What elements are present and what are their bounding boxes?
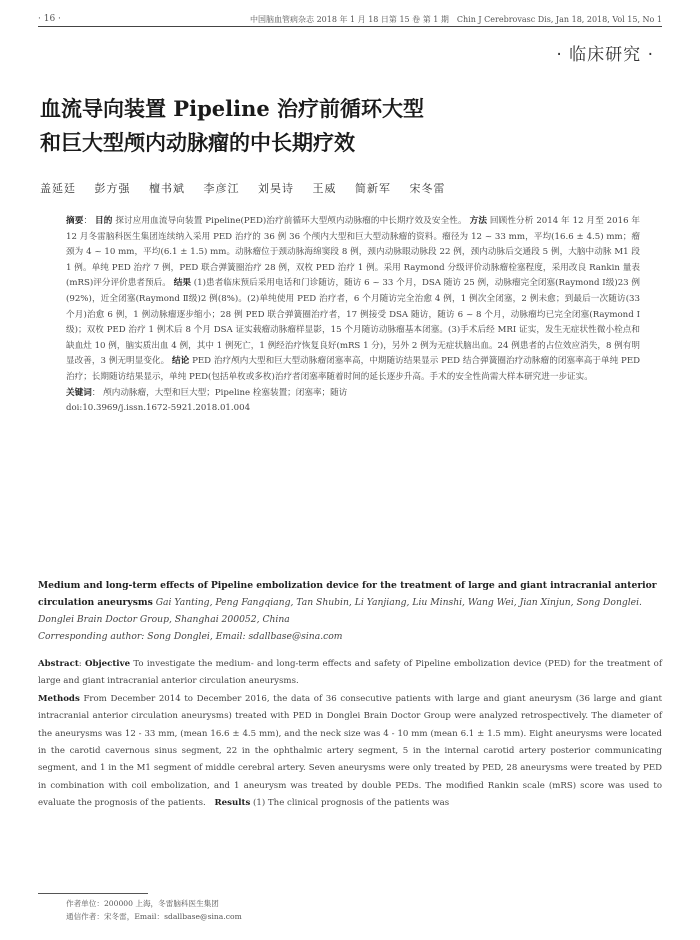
article-title-cn	[40, 92, 600, 160]
footnote-affiliation: 作者单位：200000 上海，冬雷脑科医生集团	[66, 899, 219, 908]
authors-cn: 盖延廷 彭方强 檀书斌 李彦江 刘昊诗 王威 简新军 宋冬雷	[40, 182, 446, 195]
objective-en-text: To investigate the medium- and long-term effects and safety of Pipeline embolization device (PED) for the treatment of large and giant intracranial anterior circulation aneurysms.	[38, 659, 662, 687]
methods-en-text: From December 2014 to December 2016, the data of 36 consecutive patients with large and giant aneurysm (36 large and giant intracranial anterior circulation aneurysms) treated with PED in Donglei Brain Doctor Group were analyzed retrospectively. The diameter of the aneurysms was 12 - 33 mm, (mean 16.6 ± 4.5 mm), and the neck size was 4 - 10 mm (mean 6.1 ± 1.5 mm). Eight aneurysms were located in the carotid cavernous sinus segment, 22 in the ophthalmic artery segment, 5 in the internal carotid artery posterior communicating segment, and 1 in the M1 segment of middle cerebral artery. Seven aneurysms were only treated by PED, 28 aneurysms were treated by PED in combination with coil embolization, and 1 aneurysm was treated by double PEDs. The modified Rankin scale (mRS) score was used to evaluate the prognosis of the patients.	[38, 693, 663, 809]
page-number: · 16 ·	[38, 14, 61, 24]
conclusion-cn-text: PED 治疗颅内大型和巨大型动脉瘤闭塞率高，中期随访结果显示 PED 结合弹簧圈治疗动脉瘤的闭塞率高于单纯 PED 治疗；长期随访结果显示，单纯 PED(包括单枚或多枚)治疗者闭塞率随着时间的延长逐步升高。手术的安全性尚需大样本研究进一步证实。	[66, 356, 641, 382]
doi: doi:10.3969/j.issn.1672-5921.2018.01.004	[66, 403, 251, 414]
abstract-en: Abstract: Objective To investigate the medium- and long-term effects and safety of Pipeline embolization device (PED) for the treatment of large and giant intracranial anterior circulation aneurysms. Methods From December 2014 to December 2016, the data of 36 consecutive patients with large and giant aneurysm (36 large and giant intracranial anterior circulation aneurysms) treated with PED in Donglei Brain Doctor Group were analyzed retrospectively. The diameter of the aneurysms was 12 - 33 mm, (mean 16.6 ± 4.5 mm), and the neck size was 4 - 10 mm (mean 6.1 ± 1.5 mm). Eight aneurysms were located in the carotid cavernous sinus segment, 22 in the ophthalmic artery segment, 5 in the internal carotid artery posterior communicating segment, and 1 in the M1 segment of middle cerebral artery. Seven aneurysms were only treated by PED, 28 aneurysms were treated by PED in combination with coil embolization, and 1 aneurysm was treated by double PEDs. The modified Rankin scale (mRS) score was used to evaluate the prognosis of the patients. Results (1) The clinical prognosis of the patients was	[38, 659, 663, 809]
footnote	[66, 897, 466, 923]
title-block-en	[38, 577, 662, 645]
footnote-divider	[38, 893, 148, 894]
abstract-en-label: Abstract	[38, 659, 79, 669]
article-title-en: Medium and long-term effects of Pipeline embolization device for the treatment of large and giant intracranial anterior circulation aneurysms	[38, 580, 657, 608]
article-title-cn-line2: 和巨大型颅内动脉瘤的中长期疗效	[40, 130, 355, 155]
results-en-label: Results	[214, 798, 251, 809]
section-tag: · 临床研究 ·	[556, 45, 654, 65]
footnote-corresponding: 通信作者：宋冬雷，Email：sdallbase@sina.com	[66, 912, 242, 921]
authors-en: Gai Yanting, Peng Fangqiang, Tan Shubin, Li Yanjiang, Liu Minshi, Wang Wei, Jian Xinjun, Song Donglei. Donglei Brain Doctor Group, Shanghai 200052, China	[38, 597, 642, 625]
journal-citation: 中国脑血管病杂志 2018 年 1 月 18 日第 15 卷 第 1 期 Chin J Cerebrovasc Dis, Jan 18, 2018, Vol 15, No 1	[250, 15, 662, 24]
objective-en-label: Objective	[85, 659, 131, 669]
objective-cn-text: 探讨应用血流导向装置 Pipeline(PED)治疗前循环大型颅内动脉瘤的中长期疗效及安全性。	[115, 216, 467, 226]
keywords-cn: 关键词： 颅内动脉瘤，大型和巨大型；Pipeline 栓塞装置；闭塞率；随访	[66, 387, 348, 398]
conclusion-cn-label: 结论	[172, 356, 190, 367]
article-title-cn-line1: 血流导向装置 Pipeline 治疗前循环大型	[40, 96, 425, 121]
keywords-cn-label: 关键词	[66, 387, 92, 398]
methods-en-label: Methods	[38, 693, 80, 704]
running-header	[38, 12, 662, 27]
objective-cn-label: 目的	[95, 216, 113, 226]
methods-cn-label: 方法	[469, 216, 488, 226]
keywords-cn-text: 颅内动脉瘤，大型和巨大型；Pipeline 栓塞装置；闭塞率；随访	[103, 387, 348, 398]
methods-cn-text: 回顾性分析 2014 年 12 月至 2016 年 12 月冬雷脑科医生集团连续纳入采用 PED 治疗的 36 例 36 个颅内大型和巨大型动脉瘤的资料。瘤径为 12 ~ 33 mm，平均(16.6 ± 4.5) mm；瘤颈为 4 ~ 10 mm，平均(6.1 ± 1.5) mm。动脉瘤位于颈动脉海绵窦段 8 例，颈内动脉眼动脉段 22 例，颈内动脉后交通段 5 例，大脑中动脉 M1 段 1 例。单纯 PED 治疗 7 例，PED 联合弹簧圈治疗 28 例，双枚 PED 治疗 1 例。采用 Raymond 分级评价动脉瘤栓塞程度，采用改良 Rankin 量表(mRS)评分评价患者预后。	[66, 216, 641, 289]
abstract-cn: 摘要： 目的 探讨应用血流导向装置 Pipeline(PED)治疗前循环大型颅内动脉瘤的中长期疗效及安全性。 方法 回顾性分析 2014 年 12 月至 2016 年 12 月冬雷脑科医生集团连续纳入采用 PED 治疗的 36 例 36 个颅内大型和巨大型动脉瘤的资料。瘤径为 12 ~ 33 mm，平均(16.6 ± 4.5) mm；瘤颈为 4 ~ 10 mm，平均(6.1 ± 1.5) mm。动脉瘤位于颈动脉海绵窦段 8 例，颈内动脉眼动脉段 22 例，颈内动脉后交通段 5 例，大脑中动脉 M1 段 1 例。单纯 PED 治疗 7 例，PED 联合弹簧圈治疗 28 例，双枚 PED 治疗 1 例。采用 Raymond 分级评价动脉瘤栓塞程度，采用改良 Rankin 量表(mRS)评分评价患者预后。 结果 (1)患者临床预后采用电话和门诊随访，随访 6 ~ 33 个月，DSA 随访 25 例，动脉瘤完全闭塞(Raymond Ⅰ级)23 例(92%)，近全闭塞(Raymond Ⅱ级)2 例(8%)。(2)单纯使用 PED 治疗者，6 个月随访完全治愈 4 例，1 例次全闭塞，2 例未愈；到最后一次随访(33 个月)治愈 6 例，1 例动脉瘤逐步缩小；28 例 PED 联合弹簧圈治疗者，17 例接受 DSA 随访，随访 6 ~ 8 个月，动脉瘤均已完全闭塞(Raymond Ⅰ级)；双枚 PED 治疗 1 例术后 8 个月 DSA 证实载瘤动脉瘤样显影，15 个月随访动脉瘤基本闭塞。(3)手术后经 MRI 证实，发生无症状性微小栓点和缺血灶 10 例，脑实质出血 4 例，其中 1 例死亡，1 例经治疗恢复良好(mRS 1 分)，另外 2 例为无症状脑出血。24 例患者的占位效应消失，8 例有明显改善，3 例无明显变化。 结论 PED 治疗颅内大型和巨大型动脉瘤闭塞率高，中期随访结果显示 PED 结合弹簧圈治疗动脉瘤的闭塞率高于单纯 PED 治疗；长期随访结果显示，单纯 PED(包括单枚或多枚)治疗者闭塞率随着时间的延长逐步升高。手术的安全性尚需大样本研究进一步证实。 关键词： 颅内动脉瘤，大型和巨大型；Pipeline 栓塞装置；闭塞率；随访 doi:10.3969/j.issn.1672-5921.2018.01.004	[66, 214, 640, 417]
results-cn-text: (1)患者临床预后采用电话和门诊随访，随访 6 ~ 33 个月，DSA 随访 25 例，动脉瘤完全闭塞(Raymond Ⅰ级)23 例(92%)，近全闭塞(Raymond Ⅱ级)2 例(8%)。(2)单纯使用 PED 治疗者，6 个月随访完全治愈 4 例，1 例次全闭塞，2 例未愈；到最后一次随访(33 个月)治愈 6 例，1 例动脉瘤逐步缩小；28 例 PED 联合弹簧圈治疗者，17 例接受 DSA 随访，随访 6 ~ 8 个月，动脉瘤均已完全闭塞(Raymond Ⅰ级)；双枚 PED 治疗 1 例术后 8 个月 DSA 证实载瘤动脉瘤样显影，15 个月随访动脉瘤基本闭塞。(3)手术后经 MRI 证实，发生无症状性微小栓点和缺血灶 10 例，脑实质出血 4 例，其中 1 例死亡，1 例经治疗恢复良好(mRS 1 分)，另外 2 例为无症状脑出血。24 例患者的占位效应消失，8 例有明显改善，3 例无明显变化。	[66, 278, 640, 367]
results-en-text: (1) The clinical prognosis of the patients was	[253, 798, 450, 809]
results-cn-label: 结果	[173, 278, 191, 289]
abstract-cn-label: 摘要	[66, 216, 84, 226]
corresponding-author-en: Corresponding author: Song Donglei, Email: sdallbase@sina.com	[38, 631, 343, 642]
